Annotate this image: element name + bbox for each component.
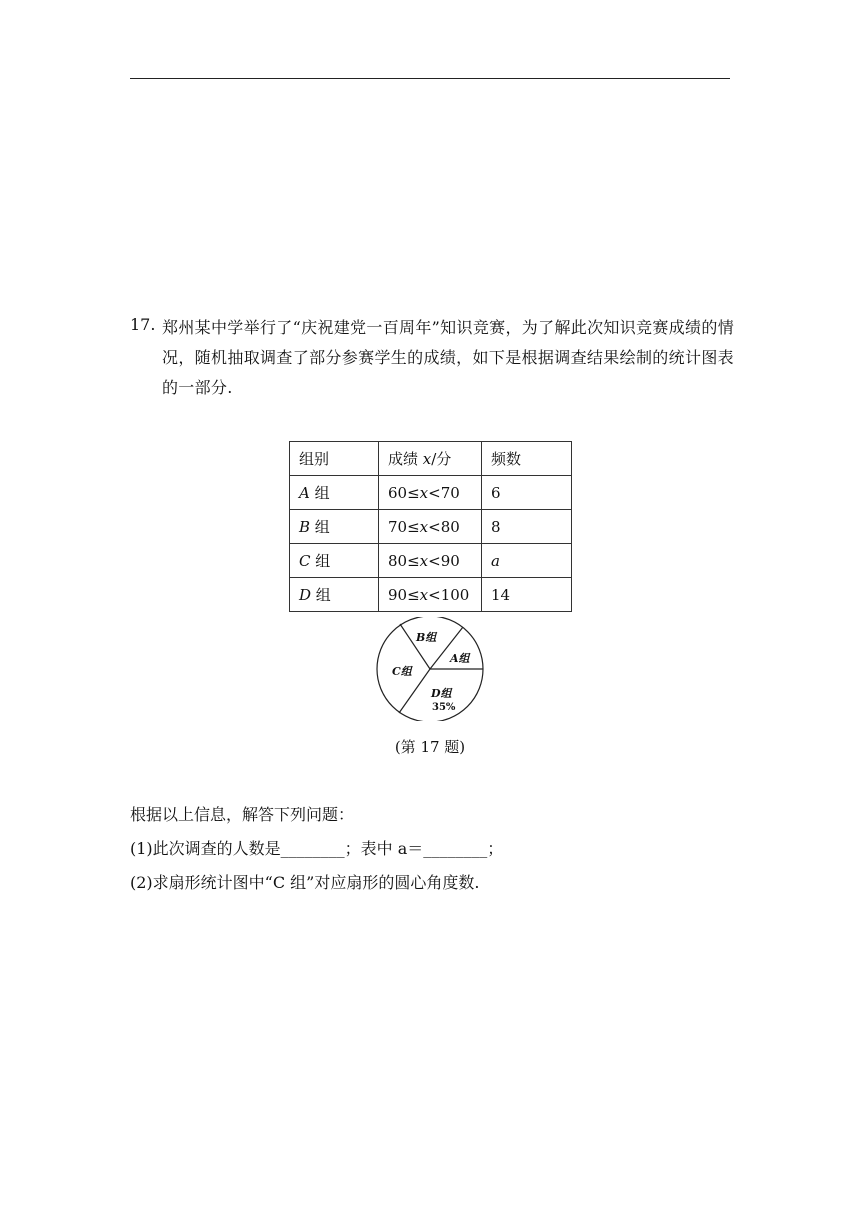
pie-chart	[374, 617, 486, 721]
sub-question-1: (1)此次调查的人数是________；表中 a＝________；	[130, 839, 504, 858]
cell-group: D 组	[290, 578, 379, 612]
header-group: 组别	[290, 442, 379, 476]
question-text: 郑州某中学举行了“庆祝建党一百周年”知识竞赛，为了解此次知识竞赛成绩的情况，随机抽取调查了部分参赛学生的成绩，如下是根据调查结果绘制的统计图表的一部分.	[162, 318, 734, 397]
pie-label-d-percent: 35%	[432, 702, 456, 713]
table-row	[290, 510, 572, 544]
cell-frequency: a	[482, 544, 572, 578]
cell-group: A 组	[290, 476, 379, 510]
cell-score: 60≤x<70	[379, 476, 482, 510]
cell-group: B 组	[290, 510, 379, 544]
header-frequency: 频数	[482, 442, 572, 476]
cell-score: 70≤x<80	[379, 510, 482, 544]
pie-label-d: D组	[431, 687, 452, 700]
cell-score: 80≤x<90	[379, 544, 482, 578]
figure-caption: (第 17 题)	[394, 738, 466, 756]
pie-label-b: B组	[416, 631, 437, 644]
table-row	[290, 476, 572, 510]
sub-question-2: (2)求扇形统计图中“C 组”对应扇形的圆心角度数.	[130, 873, 480, 892]
instructions: 根据以上信息，解答下列问题：	[130, 805, 355, 824]
pie-label-a: A组	[450, 652, 470, 665]
cell-group: C 组	[290, 544, 379, 578]
header-score: 成绩 x/分	[379, 442, 482, 476]
frequency-table	[289, 441, 572, 612]
cell-frequency: 8	[482, 510, 572, 544]
question-number: 17.	[130, 315, 156, 334]
cell-frequency: 14	[482, 578, 572, 612]
cell-frequency: 6	[482, 476, 572, 510]
table-header-row	[290, 442, 572, 476]
table-row	[290, 578, 572, 612]
pie-label-c: C组	[392, 665, 412, 678]
cell-score: 90≤x<100	[379, 578, 482, 612]
table-row	[290, 544, 572, 578]
top-rule	[130, 78, 730, 79]
